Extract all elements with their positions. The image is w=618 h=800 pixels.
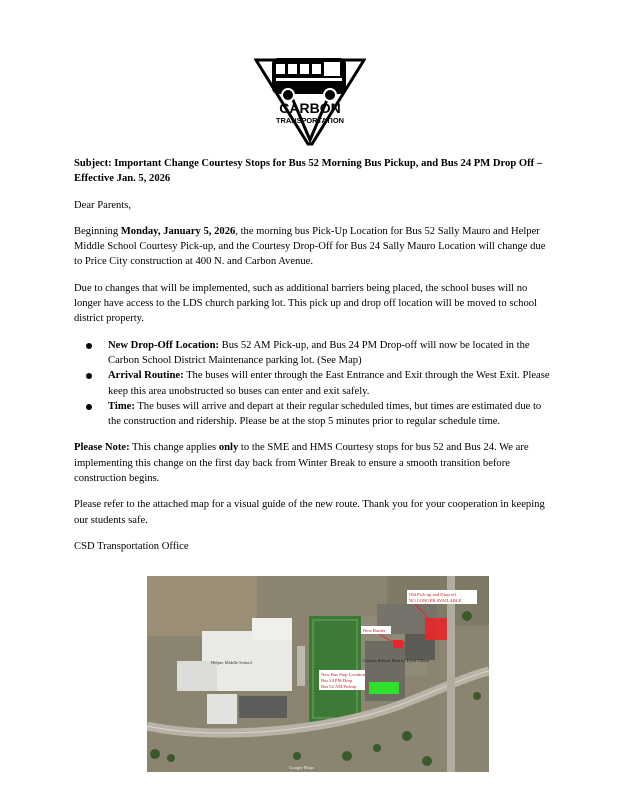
new-stop-label-3: Bus 52 AM Pickup bbox=[321, 684, 357, 689]
route-map bbox=[147, 576, 489, 772]
old-stop-label-1: Old Pick-up and Drop off bbox=[409, 592, 457, 597]
note-only: only bbox=[218, 442, 239, 454]
para1-start: Beginning bbox=[74, 225, 121, 237]
list-item-label: Time: bbox=[108, 400, 135, 412]
letter-greeting: Dear Parents, bbox=[74, 199, 132, 211]
signoff: CSD Transportation Office bbox=[74, 540, 189, 552]
old-stop-marker bbox=[425, 618, 447, 640]
paragraph-4: Please refer to the attached map for a visual guide of the new route. Thank you for your cooperation in keeping our students safe. bbox=[74, 499, 545, 526]
list-item bbox=[108, 368, 552, 399]
please-note-paragraph bbox=[74, 440, 552, 486]
letter-body bbox=[74, 156, 552, 565]
new-stop-label-2: Bus 24 PM Drop bbox=[321, 678, 353, 683]
list-item bbox=[108, 338, 552, 369]
note-label: Please Note: bbox=[74, 442, 130, 454]
old-stop-label-2: NO LONGER AVAILABLE bbox=[409, 598, 462, 603]
letter-subject: Subject: Important Change Courtesy Stops for Bus 52 Morning Bus Pickup, and Bus 24 PM Drop Off – Effective Jan. 5, 2026 bbox=[74, 158, 543, 185]
paragraph-1 bbox=[74, 224, 552, 270]
new-stop-label-1: New Bus Stop Location bbox=[321, 672, 366, 677]
list-item bbox=[108, 399, 552, 430]
change-list bbox=[74, 338, 552, 430]
paragraph-2: Due to changes that will be implemented, such as additional barriers being placed, the school buses will no longer have access to the LDS church parking lot. This pick up and drop off location will be moved to school district property. bbox=[74, 282, 537, 325]
barrier-marker bbox=[393, 640, 403, 648]
list-item-label: New Drop-Off Location: bbox=[108, 339, 220, 351]
note-text-2: to the SME and HMS Courtesy stops for bus 52 and Bus 24. We are implementing this change on the first day back from Winter Break to ensure a smooth transition before construction begins. bbox=[74, 442, 529, 485]
new-bus-stop-marker bbox=[369, 682, 399, 694]
map-watermark: Google Maps bbox=[289, 765, 314, 770]
district-label: Carbon School District Field Office bbox=[363, 658, 429, 663]
carbon-transportation-logo bbox=[254, 50, 366, 146]
note-text-1: This change applies bbox=[129, 442, 219, 454]
para1-date: Monday, January 5, 2026 bbox=[120, 225, 236, 237]
logo-line2: TRANSPORTATION bbox=[276, 116, 344, 125]
para1-rest: , the morning bus Pick-Up Location for Bus 52 Sally Mauro and Helper Middle School Courtesy Pick-up, and the Courtesy Drop-Off for Bus 24 Sally Mauro Location will change due to Price City construction at 400 N. and Carbon Avenue. bbox=[74, 225, 546, 268]
sports-field bbox=[309, 616, 361, 722]
logo-line1: CARBON bbox=[279, 100, 341, 116]
list-item-text: The buses will enter through the East Entrance and Exit through the West Exit. Please keep this area unobstructed so buses can enter and exit safely. bbox=[108, 370, 550, 397]
barrier-label: New Barrier bbox=[363, 628, 386, 633]
school-label: Helper Middle School bbox=[211, 660, 252, 665]
list-item-text: Bus 52 AM Pick-up, and Bus 24 PM Drop-off will now be located in the Carbon School District Maintenance parking lot. (See Map) bbox=[108, 339, 530, 366]
list-item-text: The buses will arrive and depart at their regular scheduled times, but times are estimated due to the construction and ridership. Please be at the stop 5 minutes prior to regular schedule time. bbox=[108, 400, 542, 428]
list-item-label: Arrival Routine: bbox=[108, 370, 184, 382]
